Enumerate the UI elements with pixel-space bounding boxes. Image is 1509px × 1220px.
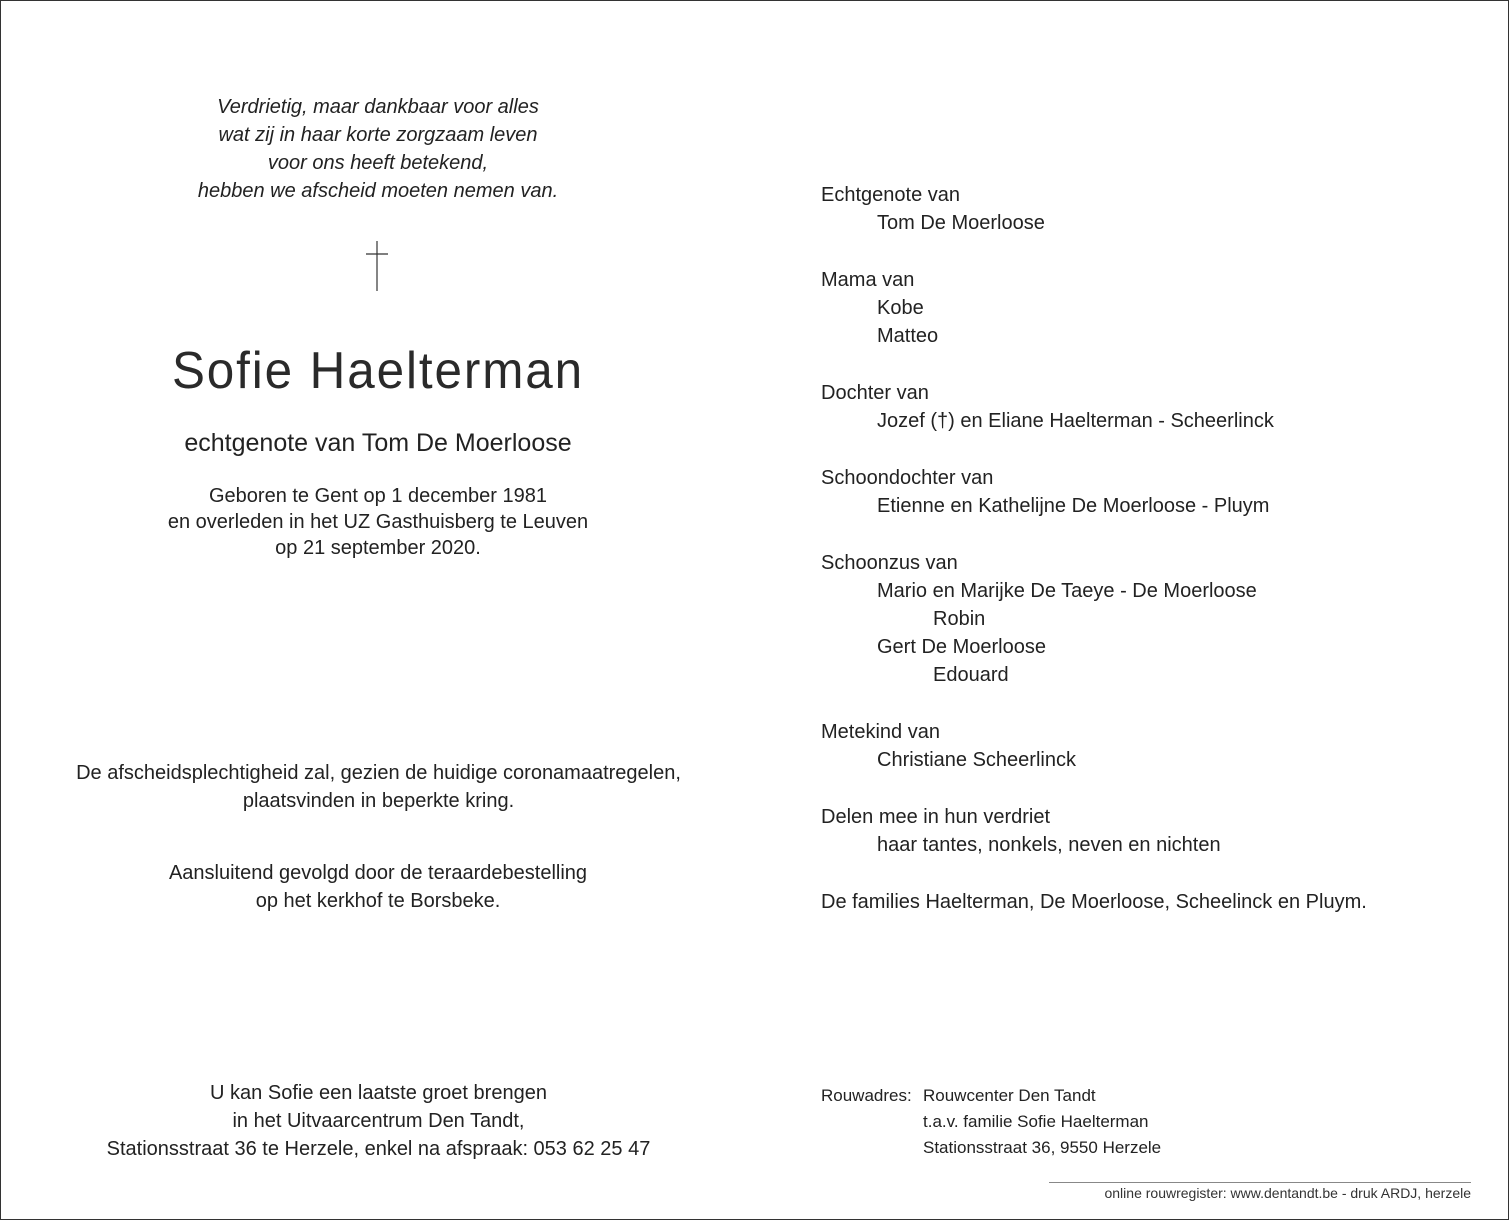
poem-line: Verdrietig, maar dankbaar voor alles [217, 96, 539, 118]
poem-line: hebben we afscheid moeten nemen van. [197, 180, 559, 202]
address-row [821, 1109, 1161, 1135]
ceremony-line: De afscheidsplechtigheid zal, gezien de huidige coronamaatregelen, [76, 762, 681, 784]
relation-label: Schoonzus van [821, 552, 958, 574]
address-line: t.a.v. familie Sofie Haelterman [923, 1112, 1149, 1131]
relation-person: Etienne en Kathelijne De Moerloose - Pluym [877, 495, 1270, 517]
relation-group [821, 718, 1481, 774]
relation-label: De families Haelterman, De Moerloose, Scheelinck en Pluym. [821, 891, 1367, 913]
relation-person: Robin [933, 608, 986, 630]
poem-line: voor ons heeft betekend, [267, 152, 489, 174]
visit-notice [41, 1079, 716, 1163]
relation-person: Edouard [933, 664, 1009, 686]
relation-label: Schoondochter van [821, 467, 994, 489]
cross-icon [365, 241, 389, 291]
relation-person: Matteo [877, 325, 939, 347]
deceased-subtitle: echtgenote van Tom De Moerloose [184, 429, 572, 457]
address-line: Rouwcenter Den Tandt [923, 1086, 1096, 1105]
relation-person: Kobe [877, 297, 924, 319]
relation-label: Mama van [821, 269, 915, 291]
footer-credits: online rouwregister: www.dentandt.be - druk ARDJ, herzele [1104, 1185, 1471, 1201]
poem [78, 93, 678, 205]
relation-person: Tom De Moerloose [877, 212, 1045, 234]
birth-death-dates [78, 483, 678, 561]
burial-notice [78, 859, 678, 915]
footer-divider [1049, 1182, 1471, 1183]
ceremony-line: plaatsvinden in beperkte kring. [242, 790, 515, 812]
poem-line: wat zij in haar korte zorgzaam leven [218, 124, 538, 146]
relation-group [821, 464, 1481, 520]
mourning-address [821, 1083, 1161, 1161]
relation-person: Christiane Scheerlinck [877, 749, 1076, 771]
relation-label: Dochter van [821, 382, 929, 404]
dates-line: en overleden in het UZ Gasthuisberg te Leuven [167, 511, 589, 533]
relation-group [821, 379, 1481, 435]
relation-label: Metekind van [821, 721, 940, 743]
deceased-name: Sofie Haelterman [171, 342, 585, 400]
relation-person: Mario en Marijke De Taeye - De Moerloose [877, 580, 1257, 602]
dates-line: op 21 september 2020. [275, 537, 481, 559]
family-relations [821, 181, 1481, 945]
address-line: Stationsstraat 36, 9550 Herzele [923, 1138, 1162, 1157]
visit-line: in het Uitvaarcentrum Den Tandt, [232, 1110, 525, 1132]
relation-group [821, 549, 1481, 689]
relation-group [821, 888, 1481, 916]
relation-person: haar tantes, nonkels, neven en nichten [877, 834, 1221, 856]
relation-label: Echtgenote van [821, 184, 960, 206]
burial-line: op het kerkhof te Borsbeke. [255, 890, 501, 912]
address-label: Rouwadres: [821, 1086, 912, 1105]
address-row [821, 1135, 1161, 1161]
burial-line: Aansluitend gevolgd door de teraardebestelling [168, 862, 588, 884]
relation-group [821, 181, 1481, 237]
dates-line: Geboren te Gent op 1 december 1981 [208, 485, 547, 507]
address-row [821, 1083, 1161, 1109]
relation-label: Delen mee in hun verdriet [821, 806, 1051, 828]
visit-line: Stationsstraat 36 te Herzele, enkel na afspraak: 053 62 25 47 [106, 1138, 651, 1160]
relation-person: Jozef (†) en Eliane Haelterman - Scheerlinck [877, 410, 1274, 432]
ceremony-notice [1, 759, 756, 815]
relation-group [821, 266, 1481, 350]
relation-group [821, 803, 1481, 859]
visit-line: U kan Sofie een laatste groet brengen [210, 1082, 547, 1104]
relation-person: Gert De Moerloose [877, 636, 1046, 658]
